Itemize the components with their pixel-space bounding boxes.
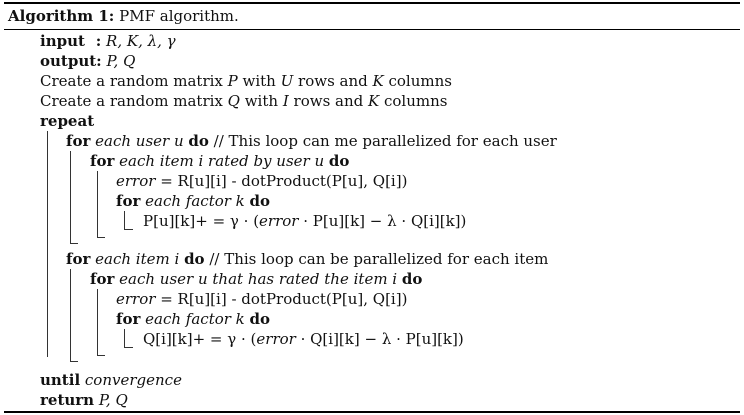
- update-p-line: [143, 211, 466, 231]
- error-var: error: [116, 172, 156, 190]
- do-keyword: do: [401, 270, 423, 288]
- for-item-line: [66, 249, 548, 269]
- return-line: [40, 390, 128, 410]
- until-line: [40, 370, 182, 390]
- input-vars: R, K, λ, γ: [106, 32, 176, 50]
- text: Create a random matrix: [40, 72, 228, 90]
- loop-condition: each factor k: [140, 310, 250, 328]
- error-var: error: [259, 212, 299, 230]
- for-keyword: for: [66, 132, 91, 150]
- do-keyword: do: [328, 152, 350, 170]
- output-line: [40, 51, 135, 71]
- caption-rule: [4, 29, 740, 30]
- for-item-block-bar: [70, 269, 71, 361]
- var-i: I: [282, 92, 289, 110]
- for-user-block-end: [70, 243, 78, 244]
- for-keyword: for: [116, 310, 141, 328]
- var-p: P: [227, 72, 238, 90]
- factor-1-bar: [124, 211, 125, 229]
- bottom-rule: [4, 411, 740, 413]
- var-q: Q: [227, 92, 240, 110]
- update-expr: · P[u][k] − λ · Q[i][k]): [298, 212, 467, 230]
- algorithm-name: PMF algorithm.: [119, 7, 239, 25]
- for-keyword: for: [90, 270, 115, 288]
- for-item-rated-line: [90, 151, 349, 171]
- var-u: U: [280, 72, 294, 90]
- factor-2-end: [124, 347, 133, 348]
- text: rows and: [293, 72, 373, 90]
- create-p-line: [40, 71, 452, 91]
- for-user-rated-block-bar: [97, 289, 98, 355]
- factor-2-bar: [124, 329, 125, 347]
- do-keyword: do: [184, 250, 205, 268]
- repeat-keyword: repeat: [40, 112, 95, 130]
- algorithm-caption: [8, 7, 239, 25]
- input-keyword: input: [40, 32, 85, 50]
- error-var: error: [256, 330, 296, 348]
- var-k: K: [372, 72, 384, 90]
- error-expr: = R[u][i] - dotProduct(P[u], Q[i]): [155, 290, 408, 308]
- loop-condition: each user u that has rated the item i: [114, 270, 402, 288]
- output-vars: P, Q: [106, 52, 136, 70]
- do-keyword: do: [249, 310, 271, 328]
- text: columns: [379, 92, 448, 110]
- return-keyword: return: [40, 391, 95, 409]
- update-q-line: [143, 329, 464, 349]
- algorithm-label: Algorithm 1:: [8, 7, 115, 25]
- for-item-block-end: [70, 361, 78, 362]
- update-expr: · Q[i][k] − λ · P[u][k]): [295, 330, 464, 348]
- for-factor-line-1: [116, 191, 270, 211]
- text: columns: [383, 72, 452, 90]
- for-user-block-bar: [70, 151, 71, 243]
- loop-comment: // This loop can be parallelized for each item: [204, 250, 549, 268]
- for-keyword: for: [90, 152, 115, 170]
- text: Create a random matrix: [40, 92, 228, 110]
- loop-condition: each factor k: [140, 192, 250, 210]
- do-keyword: do: [188, 132, 209, 150]
- for-item-rated-block-end: [97, 237, 105, 238]
- repeat-block-bar: [47, 131, 48, 357]
- factor-1-end: [124, 229, 133, 230]
- text: with: [237, 72, 281, 90]
- return-vars: P, Q: [94, 391, 128, 409]
- update-expr: P[u][k]+ = γ · (: [143, 212, 260, 230]
- input-colon: :: [95, 32, 102, 50]
- error-var: error: [116, 290, 156, 308]
- top-rule: [4, 2, 740, 4]
- error-line-2: [116, 289, 407, 309]
- loop-condition: each user u: [90, 132, 189, 150]
- for-user-rated-block-end: [97, 355, 105, 356]
- output-keyword: output:: [40, 52, 102, 70]
- loop-condition: each item i: [90, 250, 185, 268]
- for-keyword: for: [66, 250, 91, 268]
- input-line: [40, 31, 176, 51]
- text: rows and: [288, 92, 369, 110]
- text: with: [239, 92, 283, 110]
- for-item-rated-block-bar: [97, 171, 98, 237]
- for-keyword: for: [116, 192, 141, 210]
- do-keyword: do: [249, 192, 271, 210]
- for-factor-line-2: [116, 309, 270, 329]
- for-user-line: [66, 131, 557, 151]
- loop-comment: // This loop can me parallelized for each user: [208, 132, 557, 150]
- create-q-line: [40, 91, 447, 111]
- error-expr: = R[u][i] - dotProduct(P[u], Q[i]): [155, 172, 408, 190]
- for-user-rated-line: [90, 269, 422, 289]
- until-keyword: until: [40, 371, 81, 389]
- loop-condition: each item i rated by user u: [114, 152, 329, 170]
- error-line-1: [116, 171, 407, 191]
- until-condition: convergence: [80, 371, 182, 389]
- var-k: K: [368, 92, 380, 110]
- update-expr: Q[i][k]+ = γ · (: [143, 330, 257, 348]
